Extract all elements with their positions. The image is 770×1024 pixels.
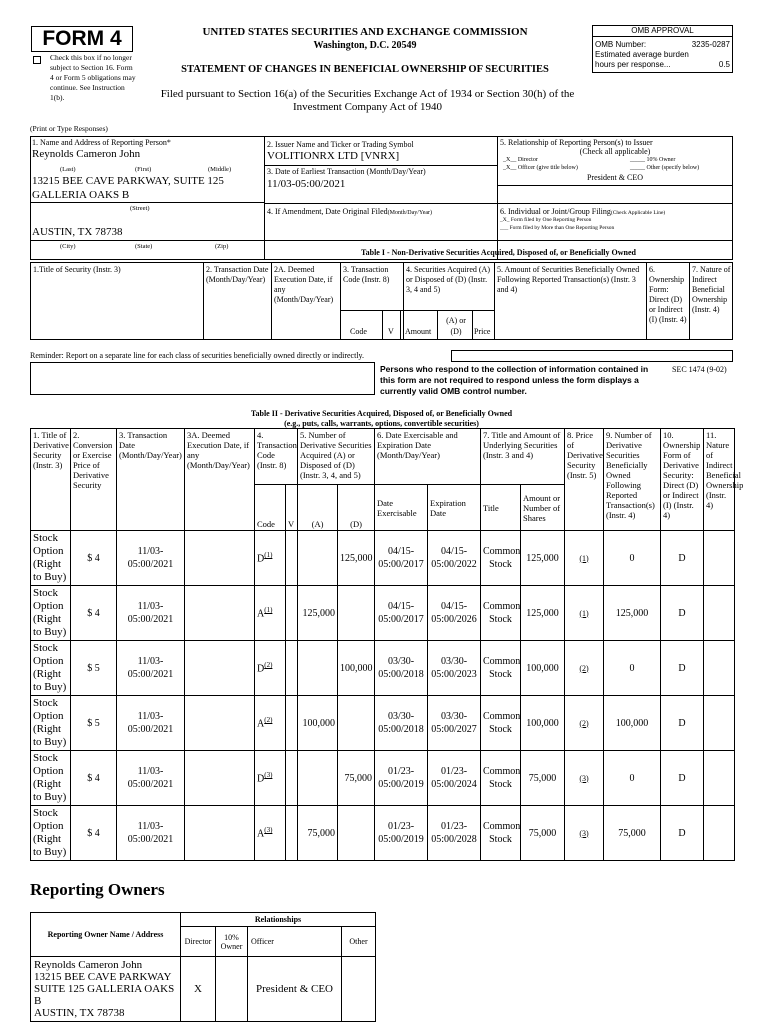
row-code-footnote[interactable]: (1) <box>264 606 273 615</box>
t2-sub-date-ex: Date Exercisable <box>375 485 428 531</box>
row-exercise-price: $ 4 <box>71 586 117 641</box>
row-security: Stock Option (Right to Buy) <box>31 641 71 696</box>
officer-check[interactable]: _X__ Officer (give title below) <box>503 165 578 171</box>
row-date-exercisable: 03/30-05:00/2018 <box>375 696 428 751</box>
t2-h11: 11. Nature of Indirect Beneficial Ownership (Instr. 4) <box>704 429 735 531</box>
divider <box>403 262 404 340</box>
checkbox-text: Check this box if no longer subject to Section 16. Form 4 or Form 5 obligations may continue. See Instruction 1(b). <box>50 53 136 102</box>
agency-name: UNITED STATES SECURITIES AND EXCHANGE COMMISSION <box>202 26 528 38</box>
row-acquired <box>298 751 338 806</box>
ro-director-mark: X <box>181 957 216 1022</box>
omb-header: OMB APPROVAL <box>631 26 694 35</box>
ro-owner-address <box>31 957 181 1022</box>
ro-col-ten-pct: 10% Owner <box>216 927 248 957</box>
divider <box>264 203 733 204</box>
table2-title: Table II - Derivative Securities Acquired, Disposed of, or Beneficially Owned <box>250 409 513 418</box>
divider <box>437 310 438 340</box>
officer-title: President & CEO <box>587 173 643 182</box>
row-exercise-price: $ 4 <box>71 531 117 586</box>
reminder-text: Reminder: Report on a separate line for each class of securities beneficially owned directly or indirectly. <box>30 351 365 360</box>
row-code-footnote[interactable]: (2) <box>264 716 273 725</box>
omb-number: 3235-0287 <box>691 40 730 49</box>
row-acquired: 75,000 <box>298 806 338 861</box>
street-line2: GALLERIA OAKS B <box>32 189 130 201</box>
row-underlying-amount: 75,000 <box>521 751 565 806</box>
reporting-person-name: Reynolds Cameron John <box>32 148 141 160</box>
box6-label: 6. Individual or Joint/Group Filing(Check Applicable Line) <box>500 207 666 216</box>
derivative-row <box>31 696 735 751</box>
derivative-row <box>31 751 735 806</box>
row-deemed-date <box>185 696 255 751</box>
row-v <box>286 696 298 751</box>
row-deemed-date <box>185 641 255 696</box>
row-code-cell <box>255 586 286 641</box>
row-expiration-date: 04/15-05:00/2022 <box>428 531 481 586</box>
ro-relationships: Relationships <box>181 913 376 927</box>
row-security: Stock Option (Right to Buy) <box>31 806 71 861</box>
divider <box>497 136 498 260</box>
t1-sub-amount: Amount <box>405 327 432 336</box>
row-ownership-form: D <box>661 531 704 586</box>
derivative-row <box>31 641 735 696</box>
ro-owner-line: SUITE 125 GALLERIA OAKS B <box>34 983 175 1007</box>
row-v <box>286 586 298 641</box>
row-disposed <box>338 806 375 861</box>
row-nature <box>704 806 735 861</box>
row-nature <box>704 586 735 641</box>
box4-label-small: (Month/Day/Year) <box>387 210 433 216</box>
t1-sub-code: Code <box>350 327 367 336</box>
row-deemed-date <box>185 806 255 861</box>
statement-title: STATEMENT OF CHANGES IN BENEFICIAL OWNERSHIP OF SECURITIES <box>181 64 549 75</box>
row-nature <box>704 641 735 696</box>
ro-ten-pct-value <box>216 957 248 1022</box>
row-disposed: 75,000 <box>338 751 375 806</box>
row-code-footnote[interactable]: (3) <box>264 826 273 835</box>
t2-h9: 9. Number of Derivative Securities Beneficially Owned Following Reported Transaction(s) (Instr. 4) <box>604 429 661 531</box>
row-deemed-date <box>185 586 255 641</box>
divider <box>271 262 272 340</box>
print-note: (Print or Type Responses) <box>30 124 108 133</box>
row-date-exercisable: 04/15-05:00/2017 <box>375 531 428 586</box>
divider <box>494 262 495 340</box>
row-owned-following: 0 <box>604 751 661 806</box>
row-ownership-form: D <box>661 641 704 696</box>
row-owned-following: 75,000 <box>604 806 661 861</box>
row-security: Stock Option (Right to Buy) <box>31 696 71 751</box>
box4-label: 4. If Amendment, Date Original Filed(Month/Day/Year) <box>267 207 433 216</box>
t2-sub-exp: Expiration Date <box>428 485 481 531</box>
ro-col-other: Other <box>342 927 376 957</box>
t2-h1: 1. Title of Derivative Security (Instr. 3) <box>31 429 71 531</box>
divider <box>264 165 497 166</box>
row-nature <box>704 696 735 751</box>
box3-label: 3. Date of Earliest Transaction (Month/Day/Year) <box>267 167 426 176</box>
row-price-footnote[interactable]: (2) <box>565 696 604 751</box>
row-code: D <box>257 773 265 785</box>
row-acquired: 100,000 <box>298 696 338 751</box>
t1-col5: 5. Amount of Securities Beneficially Owned Following Reported Transaction(s) (Instr. 3 and 4) <box>497 265 640 294</box>
ten-pct-owner-check[interactable]: _____ 10% Owner <box>630 157 676 163</box>
divider <box>497 185 733 186</box>
ro-col-officer: Officer <box>248 927 342 957</box>
row-code-cell <box>255 696 286 751</box>
divider <box>340 262 341 340</box>
row-disposed <box>338 696 375 751</box>
row-expiration-date: 03/30-05:00/2027 <box>428 696 481 751</box>
reporting-owners-table <box>30 912 376 1022</box>
row-ownership-form: D <box>661 696 704 751</box>
row-acquired <box>298 641 338 696</box>
persons-note: Persons who respond to the collection of information contained in this form are not required to respond unless the form displays a currently valid OMB control number. <box>380 364 649 396</box>
t2-h7: 7. Title and Amount of Underlying Securities (Instr. 3 and 4) <box>481 429 565 485</box>
row-date-exercisable: 01/23-05:00/2019 <box>375 751 428 806</box>
row-expiration-date: 01/23-05:00/2028 <box>428 806 481 861</box>
no-longer-subject-checkbox[interactable] <box>33 56 41 64</box>
row-underlying-amount: 100,000 <box>521 696 565 751</box>
row-exercise-price: $ 4 <box>71 806 117 861</box>
row-ownership-form: D <box>661 751 704 806</box>
row-security: Stock Option (Right to Buy) <box>31 751 71 806</box>
director-check[interactable]: _X__ Director <box>503 157 538 163</box>
divider <box>203 262 204 340</box>
row-date-exercisable: 01/23-05:00/2019 <box>375 806 428 861</box>
ro-other-value <box>342 957 376 1022</box>
derivative-table <box>30 428 744 861</box>
row-underlying-title: Common Stock <box>481 586 521 641</box>
street-line1: 13215 BEE CAVE PARKWAY, SUITE 125 <box>32 175 224 187</box>
last-label: (Last) <box>60 166 76 173</box>
t2-h5: 5. Number of Derivative Securities Acquired (A) or Disposed of (D) (Instr. 3, 4, and 5) <box>298 429 375 485</box>
box6-label-small: (Check Applicable Line) <box>610 210 666 216</box>
t1-col2: 2. Transaction Date (Month/Day/Year) <box>206 265 269 284</box>
form-title: FORM 4 <box>42 27 122 50</box>
row-transaction-date: 11/03-05:00/2021 <box>117 806 185 861</box>
row-ownership-form: D <box>661 806 704 861</box>
ro-col-director: Director <box>181 927 216 957</box>
row-code-cell <box>255 751 286 806</box>
derivative-row <box>31 586 735 641</box>
t1-col4: 4. Securities Acquired (A) or Disposed of (D) (Instr. 3, 4 and 5) <box>406 265 490 294</box>
row-owned-following: 100,000 <box>604 696 661 751</box>
state-label: (State) <box>135 243 153 250</box>
row-date-exercisable: 04/15-05:00/2017 <box>375 586 428 641</box>
divider <box>689 262 690 340</box>
row-underlying-title: Common Stock <box>481 641 521 696</box>
filing-option-multiple[interactable]: ___ Form filed by More than One Reporting Person <box>500 225 615 231</box>
omb-hours-label: hours per response... <box>595 60 671 69</box>
row-exercise-price: $ 5 <box>71 641 117 696</box>
row-price-footnote[interactable]: (3) <box>565 806 604 861</box>
divider <box>264 136 265 260</box>
row-disposed <box>338 586 375 641</box>
row-date-exercisable: 03/30-05:00/2018 <box>375 641 428 696</box>
row-disposed: 100,000 <box>338 641 375 696</box>
t1-col3: 3. Transaction Code (Instr. 8) <box>343 265 390 284</box>
divider <box>340 310 494 311</box>
t2-sub-title: Title <box>481 485 521 531</box>
t1-col7: 7. Nature of Indirect Beneficial Ownership (Instr. 4) <box>692 265 731 314</box>
derivative-row <box>31 531 735 586</box>
ro-owner-line: Reynolds Cameron John <box>34 959 143 971</box>
filing-option-one[interactable]: _X_ Form filed by One Reporting Person <box>500 217 592 223</box>
divider <box>30 240 264 241</box>
row-v <box>286 531 298 586</box>
ro-owner-line: 13215 BEE CAVE PARKWAY <box>34 971 172 983</box>
t2-h3: 3. Transaction Date (Month/Day/Year) <box>117 429 185 531</box>
row-nature <box>704 751 735 806</box>
t1-col6: 6. Ownership Form: Direct (D) or Indirect (I) (Instr. 4) <box>649 265 687 324</box>
row-code: A <box>257 828 265 840</box>
city-label: (City) <box>60 243 76 250</box>
row-security: Stock Option (Right to Buy) <box>31 531 71 586</box>
t1-sub-v: V <box>388 327 394 336</box>
omb-hours: 0.5 <box>718 60 730 69</box>
row-underlying-amount: 125,000 <box>521 586 565 641</box>
t1-sub-price: Price <box>474 327 491 336</box>
row-transaction-date: 11/03-05:00/2021 <box>117 641 185 696</box>
divider <box>646 262 647 340</box>
persons-note-box <box>451 350 733 362</box>
row-deemed-date <box>185 751 255 806</box>
row-underlying-amount: 100,000 <box>521 641 565 696</box>
earliest-transaction-date: 11/03-05:00/2021 <box>267 178 346 190</box>
t1-sub-aord: (A) or (D) <box>446 316 466 336</box>
row-disposed: 125,000 <box>338 531 375 586</box>
issuer-name: VOLITIONRX LTD [VNRX] <box>267 150 400 162</box>
t1-col1: 1.Title of Security (Instr. 3) <box>33 265 121 274</box>
divider <box>382 310 383 340</box>
derivative-table-body <box>31 531 735 861</box>
row-owned-following: 0 <box>604 641 661 696</box>
row-security: Stock Option (Right to Buy) <box>31 586 71 641</box>
ro-col-name: Reporting Owner Name / Address <box>31 913 181 957</box>
t1-col2a: 2A. Deemed Execution Date, if any (Month/Day/Year) <box>274 265 334 304</box>
divider <box>264 240 733 241</box>
row-v <box>286 806 298 861</box>
row-code-footnote[interactable]: (1) <box>264 551 273 560</box>
agency-location: Washington, D.C. 20549 <box>313 40 417 51</box>
city-state-zip: AUSTIN, TX 78738 <box>32 226 123 238</box>
t2-h4: 4. Transaction Code (Instr. 8) <box>255 429 298 485</box>
sec-code: SEC 1474 (9-02) <box>672 365 727 374</box>
t2-sub-code: Code <box>255 485 286 531</box>
row-v <box>286 641 298 696</box>
street-label: (Street) <box>130 205 150 212</box>
row-underlying-title: Common Stock <box>481 806 521 861</box>
row-code-cell <box>255 531 286 586</box>
row-price-footnote[interactable]: (2) <box>565 641 604 696</box>
row-v <box>286 751 298 806</box>
row-code-footnote[interactable]: (2) <box>264 661 273 670</box>
t2-h2: 2. Conversion or Exercise Price of Derivative Security <box>71 429 117 531</box>
row-expiration-date: 03/30-05:00/2023 <box>428 641 481 696</box>
row-owned-following: 125,000 <box>604 586 661 641</box>
row-expiration-date: 01/23-05:00/2024 <box>428 751 481 806</box>
first-label: (First) <box>135 166 152 173</box>
row-acquired <box>298 531 338 586</box>
row-code: A <box>257 718 265 730</box>
row-transaction-date: 11/03-05:00/2021 <box>117 586 185 641</box>
row-code-footnote[interactable]: (3) <box>264 771 273 780</box>
row-underlying-title: Common Stock <box>481 751 521 806</box>
box5-label: 5. Relationship of Reporting Person(s) to Issuer <box>500 138 653 147</box>
table2-subtitle: (e.g., puts, calls, warrants, options, convertible securities) <box>284 419 479 428</box>
table1-title: Table I - Non-Derivative Securities Acquired, Disposed of, or Beneficially Owned <box>361 248 636 257</box>
middle-label: (Middle) <box>208 166 232 173</box>
t2-h8: 8. Price of Derivative Security (Instr. 5) <box>565 429 604 531</box>
row-underlying-amount: 75,000 <box>521 806 565 861</box>
row-code: D <box>257 663 265 675</box>
row-exercise-price: $ 5 <box>71 696 117 751</box>
row-nature <box>704 531 735 586</box>
row-expiration-date: 04/15-05:00/2026 <box>428 586 481 641</box>
row-code-cell <box>255 641 286 696</box>
row-owned-following: 0 <box>604 531 661 586</box>
row-price-footnote[interactable]: (1) <box>565 586 604 641</box>
row-exercise-price: $ 4 <box>71 751 117 806</box>
box5-check-all: (Check all applicable) <box>579 147 651 156</box>
divider <box>472 310 473 340</box>
row-price-footnote[interactable]: (1) <box>565 531 604 586</box>
row-deemed-date <box>185 531 255 586</box>
row-acquired: 125,000 <box>298 586 338 641</box>
row-underlying-title: Common Stock <box>481 531 521 586</box>
t2-sub-v: V <box>286 485 298 531</box>
t2-sub-d: (D) <box>338 485 375 531</box>
row-underlying-amount: 125,000 <box>521 531 565 586</box>
divider <box>400 310 401 340</box>
omb-burden-label: Estimated average burden <box>595 50 689 59</box>
row-code: A <box>257 608 265 620</box>
derivative-row <box>31 806 735 861</box>
other-check[interactable]: _____ Other (specify below) <box>630 165 700 171</box>
t2-sub-a: (A) <box>298 485 338 531</box>
row-transaction-date: 11/03-05:00/2021 <box>117 751 185 806</box>
omb-divider <box>592 36 733 37</box>
reporting-owners-heading: Reporting Owners <box>30 880 165 899</box>
row-transaction-date: 11/03-05:00/2021 <box>117 531 185 586</box>
row-transaction-date: 11/03-05:00/2021 <box>117 696 185 751</box>
box1-label: 1. Name and Address of Reporting Person* <box>32 138 171 147</box>
zip-label: (Zip) <box>215 243 229 250</box>
reminder-box <box>30 362 375 395</box>
t2-h3a: 3A. Deemed Execution Date, if any (Month/Day/Year) <box>185 429 255 531</box>
row-code-cell <box>255 806 286 861</box>
t2-h6: 6. Date Exercisable and Expiration Date (Month/Day/Year) <box>375 429 481 485</box>
t2-sub-amount: Amount or Number of Shares <box>521 485 565 531</box>
filed-pursuant-text: Filed pursuant to Section 16(a) of the Securities Exchange Act of 1934 or Section 30(h) of the Investment Company Act of 1940 <box>160 88 575 113</box>
row-underlying-title: Common Stock <box>481 696 521 751</box>
ro-owner-line: AUSTIN, TX 78738 <box>34 1007 125 1019</box>
box2-label: 2. Issuer Name and Ticker or Trading Symbol <box>267 140 414 149</box>
divider <box>30 202 264 203</box>
ro-officer-value: President & CEO <box>248 957 342 1022</box>
row-ownership-form: D <box>661 586 704 641</box>
omb-number-label: OMB Number: <box>595 40 647 49</box>
row-code: D <box>257 553 265 565</box>
t2-h10: 10. Ownership Form of Derivative Security: Direct (D) or Indirect (I) (Instr. 4) <box>661 429 704 531</box>
box1-label-mark: * <box>166 138 171 147</box>
row-price-footnote[interactable]: (3) <box>565 751 604 806</box>
